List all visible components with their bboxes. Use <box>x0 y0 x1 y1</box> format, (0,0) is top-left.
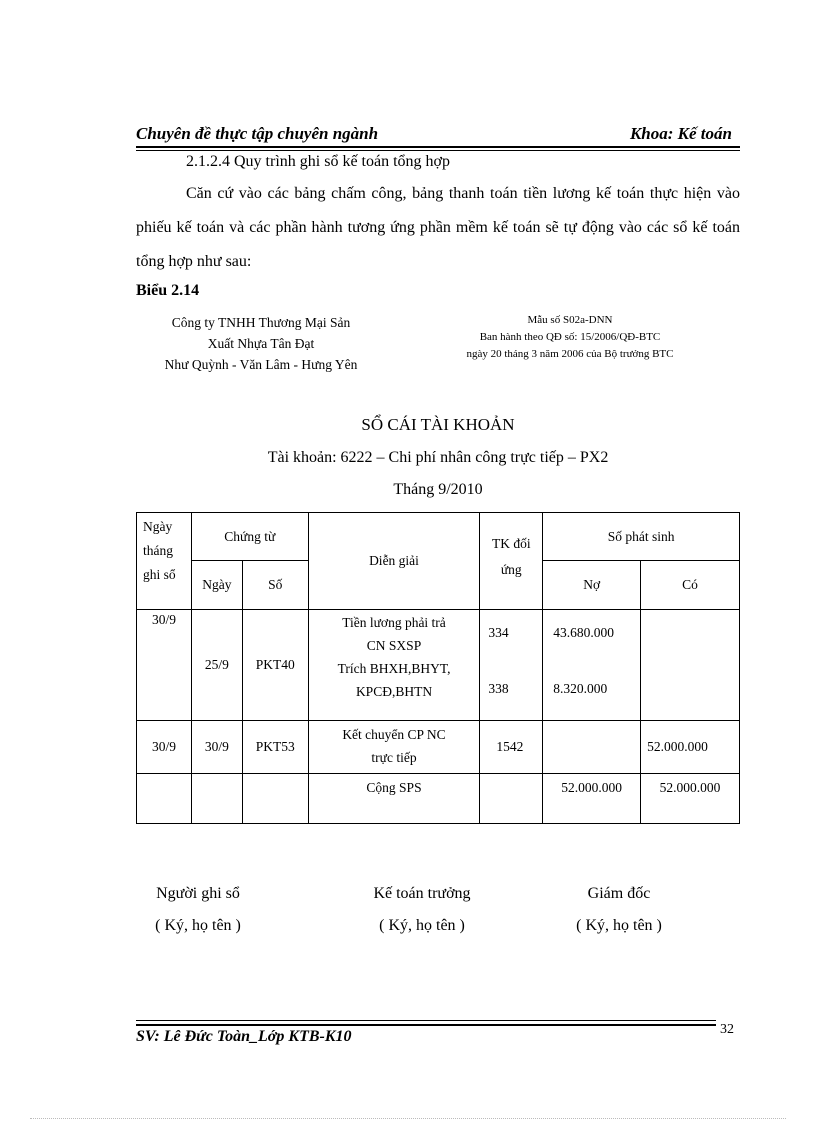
total-voucher-number <box>242 774 308 824</box>
row1-contra-2: 338 <box>488 681 509 696</box>
footer-rule <box>136 1024 716 1026</box>
row2-date: 30/9 <box>137 721 192 774</box>
signature-chief-accountant <box>322 878 522 942</box>
row1-voucher-number: PKT40 <box>242 610 308 721</box>
row1-credit <box>641 610 740 721</box>
header-voucher: Chứng từ <box>191 513 308 561</box>
ledger-table <box>136 512 740 824</box>
company-block <box>136 312 386 375</box>
header-debit: Nợ <box>543 561 641 610</box>
total-date <box>137 774 192 824</box>
total-contra <box>480 774 543 824</box>
page-edge-dotted-line <box>30 1118 786 1119</box>
header-rule <box>136 146 740 148</box>
header-voucher-date: Ngày <box>191 561 242 610</box>
form-info-block <box>430 312 710 363</box>
header-rule-thin <box>136 150 740 151</box>
table-row-total <box>137 774 740 824</box>
row2-debit <box>543 721 641 774</box>
row1-voucher-date: 25/9 <box>191 610 242 721</box>
company-line-2: Xuất Nhựa Tân Đạt <box>207 336 315 351</box>
signature-bookkeeper-title: Người ghi sổ <box>156 885 240 902</box>
account-line: Tài khoản: 6222 – Chi phí nhân công trực tiếp – PX2 <box>267 449 609 466</box>
signature-director-title: Giám đốc <box>587 885 651 902</box>
total-debit: 52.000.000 <box>543 774 641 824</box>
signature-bookkeeper <box>98 878 298 942</box>
header-contra-account <box>480 513 543 610</box>
form-number: Mẫu số S02a-DNN <box>527 314 613 326</box>
footer-rule-thin <box>136 1020 716 1021</box>
signature-bookkeeper-note: ( Ký, họ tên ) <box>155 917 241 934</box>
row2-credit: 52.000.000 <box>641 721 740 774</box>
row2-description <box>308 721 480 774</box>
row2-voucher-number: PKT53 <box>242 721 308 774</box>
header-contra-l2: ứng <box>500 562 522 577</box>
row1-debit-2: 8.320.000 <box>553 681 608 696</box>
header-posting-date-l2: tháng <box>143 543 173 558</box>
table-row <box>137 610 740 721</box>
company-line-1: Công ty TNHH Thương Mại Sản <box>171 315 351 330</box>
header-amount: Số phát sinh <box>543 513 740 561</box>
company-line-3: Như Quỳnh - Văn Lâm - Hưng Yên <box>164 357 358 372</box>
row1-debit <box>543 610 641 721</box>
header-posting-date-l3: ghi sổ <box>143 567 176 582</box>
signature-chief-accountant-note: ( Ký, họ tên ) <box>379 917 465 934</box>
row1-desc2-l2: KPCĐ,BHTN <box>355 684 433 699</box>
signature-director-note: ( Ký, họ tên ) <box>576 917 662 934</box>
header-voucher-number: Số <box>242 561 308 610</box>
footer-student: SV: Lê Đức Toàn_Lớp KTB-K10 <box>136 1028 352 1045</box>
page-number: 32 <box>720 1022 734 1037</box>
header-credit: Có <box>641 561 740 610</box>
row1-description <box>308 610 480 721</box>
ledger-title: SỔ CÁI TÀI KHOẢN <box>361 415 515 434</box>
row1-desc1-l2: CN SXSP <box>366 638 422 653</box>
running-header-left: Chuyên đề thực tập chuyên ngành <box>136 124 379 143</box>
row1-contra-1: 334 <box>488 625 509 640</box>
signature-chief-accountant-title: Kế toán trưởng <box>373 885 471 902</box>
figure-label: Biểu 2.14 <box>136 282 200 299</box>
total-label: Cộng SPS <box>308 774 480 824</box>
row2-desc-l1: Kết chuyển CP NC <box>342 727 446 742</box>
month-line: Tháng 9/2010 <box>393 481 483 498</box>
signature-director <box>519 878 719 942</box>
header-description: Diễn giải <box>308 513 480 610</box>
form-date: ngày 20 tháng 3 năm 2006 của Bộ trưởng BTC <box>466 348 674 360</box>
running-header-right: Khoa: Kế toán <box>629 124 732 143</box>
table-row <box>137 721 740 774</box>
row2-desc-l2: trực tiếp <box>371 750 417 765</box>
section-title: 2.1.2.4 Quy trình ghi sổ kế toán tổng hợp <box>186 153 450 170</box>
header-posting-date <box>137 513 192 610</box>
row1-contra <box>480 610 543 721</box>
row1-date: 30/9 <box>137 610 192 721</box>
body-paragraph: Căn cứ vào các bảng chấm công, bảng thanh toán tiền lương kế toán thực hiện vào phiếu kế toán và các phần hành tương ứng phần mềm kế toán sẽ tự động vào các sổ kế toán tổng hợp như sau: <box>136 185 740 270</box>
header-posting-date-l1: Ngày <box>143 519 173 534</box>
row2-contra: 1542 <box>480 721 543 774</box>
row1-desc2-l1: Trích BHXH,BHYT, <box>337 661 451 676</box>
row1-desc1-l1: Tiền lương phải trả <box>342 615 446 630</box>
row2-voucher-date: 30/9 <box>191 721 242 774</box>
total-voucher-date <box>191 774 242 824</box>
form-decree: Ban hành theo QĐ số: 15/2006/QĐ-BTC <box>479 331 661 343</box>
header-contra-l1: TK đối <box>491 536 531 551</box>
total-credit: 52.000.000 <box>641 774 740 824</box>
row1-debit-1: 43.680.000 <box>553 625 614 640</box>
